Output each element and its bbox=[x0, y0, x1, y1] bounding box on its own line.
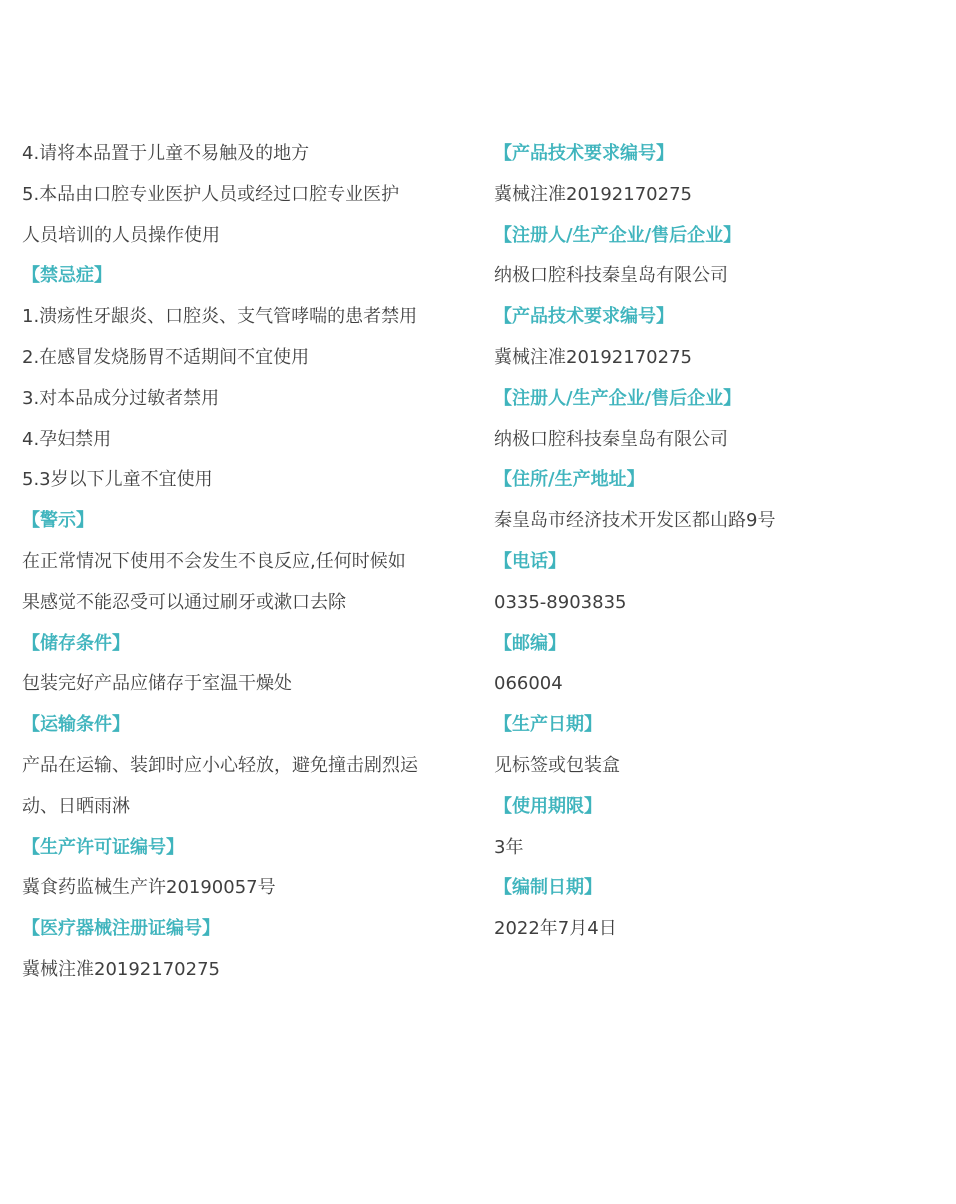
text-line: 动、日晒雨淋 bbox=[22, 795, 130, 817]
section-heading: 【生产许可证编号】 bbox=[22, 836, 184, 858]
text-line: 秦皇岛市经济技术开发区都山路9号 bbox=[494, 510, 776, 532]
text-line: 冀械注准20192170275 bbox=[494, 346, 692, 368]
text-line: 066004 bbox=[494, 673, 563, 695]
text-line: 包装完好产品应储存于室温干燥处 bbox=[22, 673, 292, 695]
text-line: 3.对本品成分过敏者禁用 bbox=[22, 387, 220, 409]
section-heading: 【医疗器械注册证编号】 bbox=[22, 918, 220, 940]
section-heading: 【电话】 bbox=[494, 550, 566, 572]
text-line: 4.请将本品置于儿童不易触及的地方 bbox=[22, 143, 310, 164]
text-line: 在正常情况下使用不会发生不良反应,任何时候如 bbox=[22, 550, 406, 572]
text-line: 5.3岁以下儿童不宜使用 bbox=[22, 469, 213, 491]
text-line: 冀械注准20192170275 bbox=[494, 183, 692, 205]
text-line: 冀械注准20192170275 bbox=[22, 958, 220, 980]
section-heading: 【储存条件】 bbox=[22, 632, 130, 654]
section-heading: 【产品技术要求编号】 bbox=[494, 306, 674, 328]
section-heading: 【编制日期】 bbox=[494, 877, 602, 899]
text-line: 4.孕妇禁用 bbox=[22, 428, 112, 450]
section-heading: 【邮编】 bbox=[494, 632, 566, 654]
text-line: 冀食药监械生产许20190057号 bbox=[22, 877, 276, 899]
right-column bbox=[494, 134, 934, 950]
text-line: 2022年7月4日 bbox=[494, 918, 617, 940]
section-heading: 【运输条件】 bbox=[22, 714, 130, 736]
text-line: 人员培训的人员操作使用 bbox=[22, 224, 220, 246]
section-heading: 【注册人/生产企业/售后企业】 bbox=[494, 387, 742, 409]
text-line: 纳极口腔科技秦皇岛有限公司 bbox=[494, 265, 728, 287]
section-heading: 【警示】 bbox=[22, 510, 94, 532]
text-line: 2.在感冒发烧肠胃不适期间不宜使用 bbox=[22, 346, 310, 368]
section-heading: 【使用期限】 bbox=[494, 795, 602, 817]
text-line: 1.溃疡性牙龈炎、口腔炎、支气管哮喘的患者禁用 bbox=[22, 306, 418, 328]
text-line: 纳极口腔科技秦皇岛有限公司 bbox=[494, 428, 728, 450]
section-heading: 【住所/生产地址】 bbox=[494, 469, 645, 491]
text-line: 见标签或包装盒 bbox=[494, 754, 620, 776]
left-column bbox=[22, 134, 442, 991]
section-heading: 【生产日期】 bbox=[494, 714, 602, 736]
section-heading: 【注册人/生产企业/售后企业】 bbox=[494, 224, 742, 246]
text-line: 0335-8903835 bbox=[494, 591, 627, 613]
text-line: 产品在运输、装卸时应小心轻放，避免撞击剧烈运 bbox=[22, 754, 418, 776]
text-line: 3年 bbox=[494, 836, 524, 858]
section-heading: 【产品技术要求编号】 bbox=[494, 143, 674, 164]
text-line: 5.本品由口腔专业医护人员或经过口腔专业医护 bbox=[22, 183, 400, 205]
text-line: 果感觉不能忍受可以通过刷牙或漱口去除 bbox=[22, 591, 346, 613]
section-heading: 【禁忌症】 bbox=[22, 265, 112, 287]
